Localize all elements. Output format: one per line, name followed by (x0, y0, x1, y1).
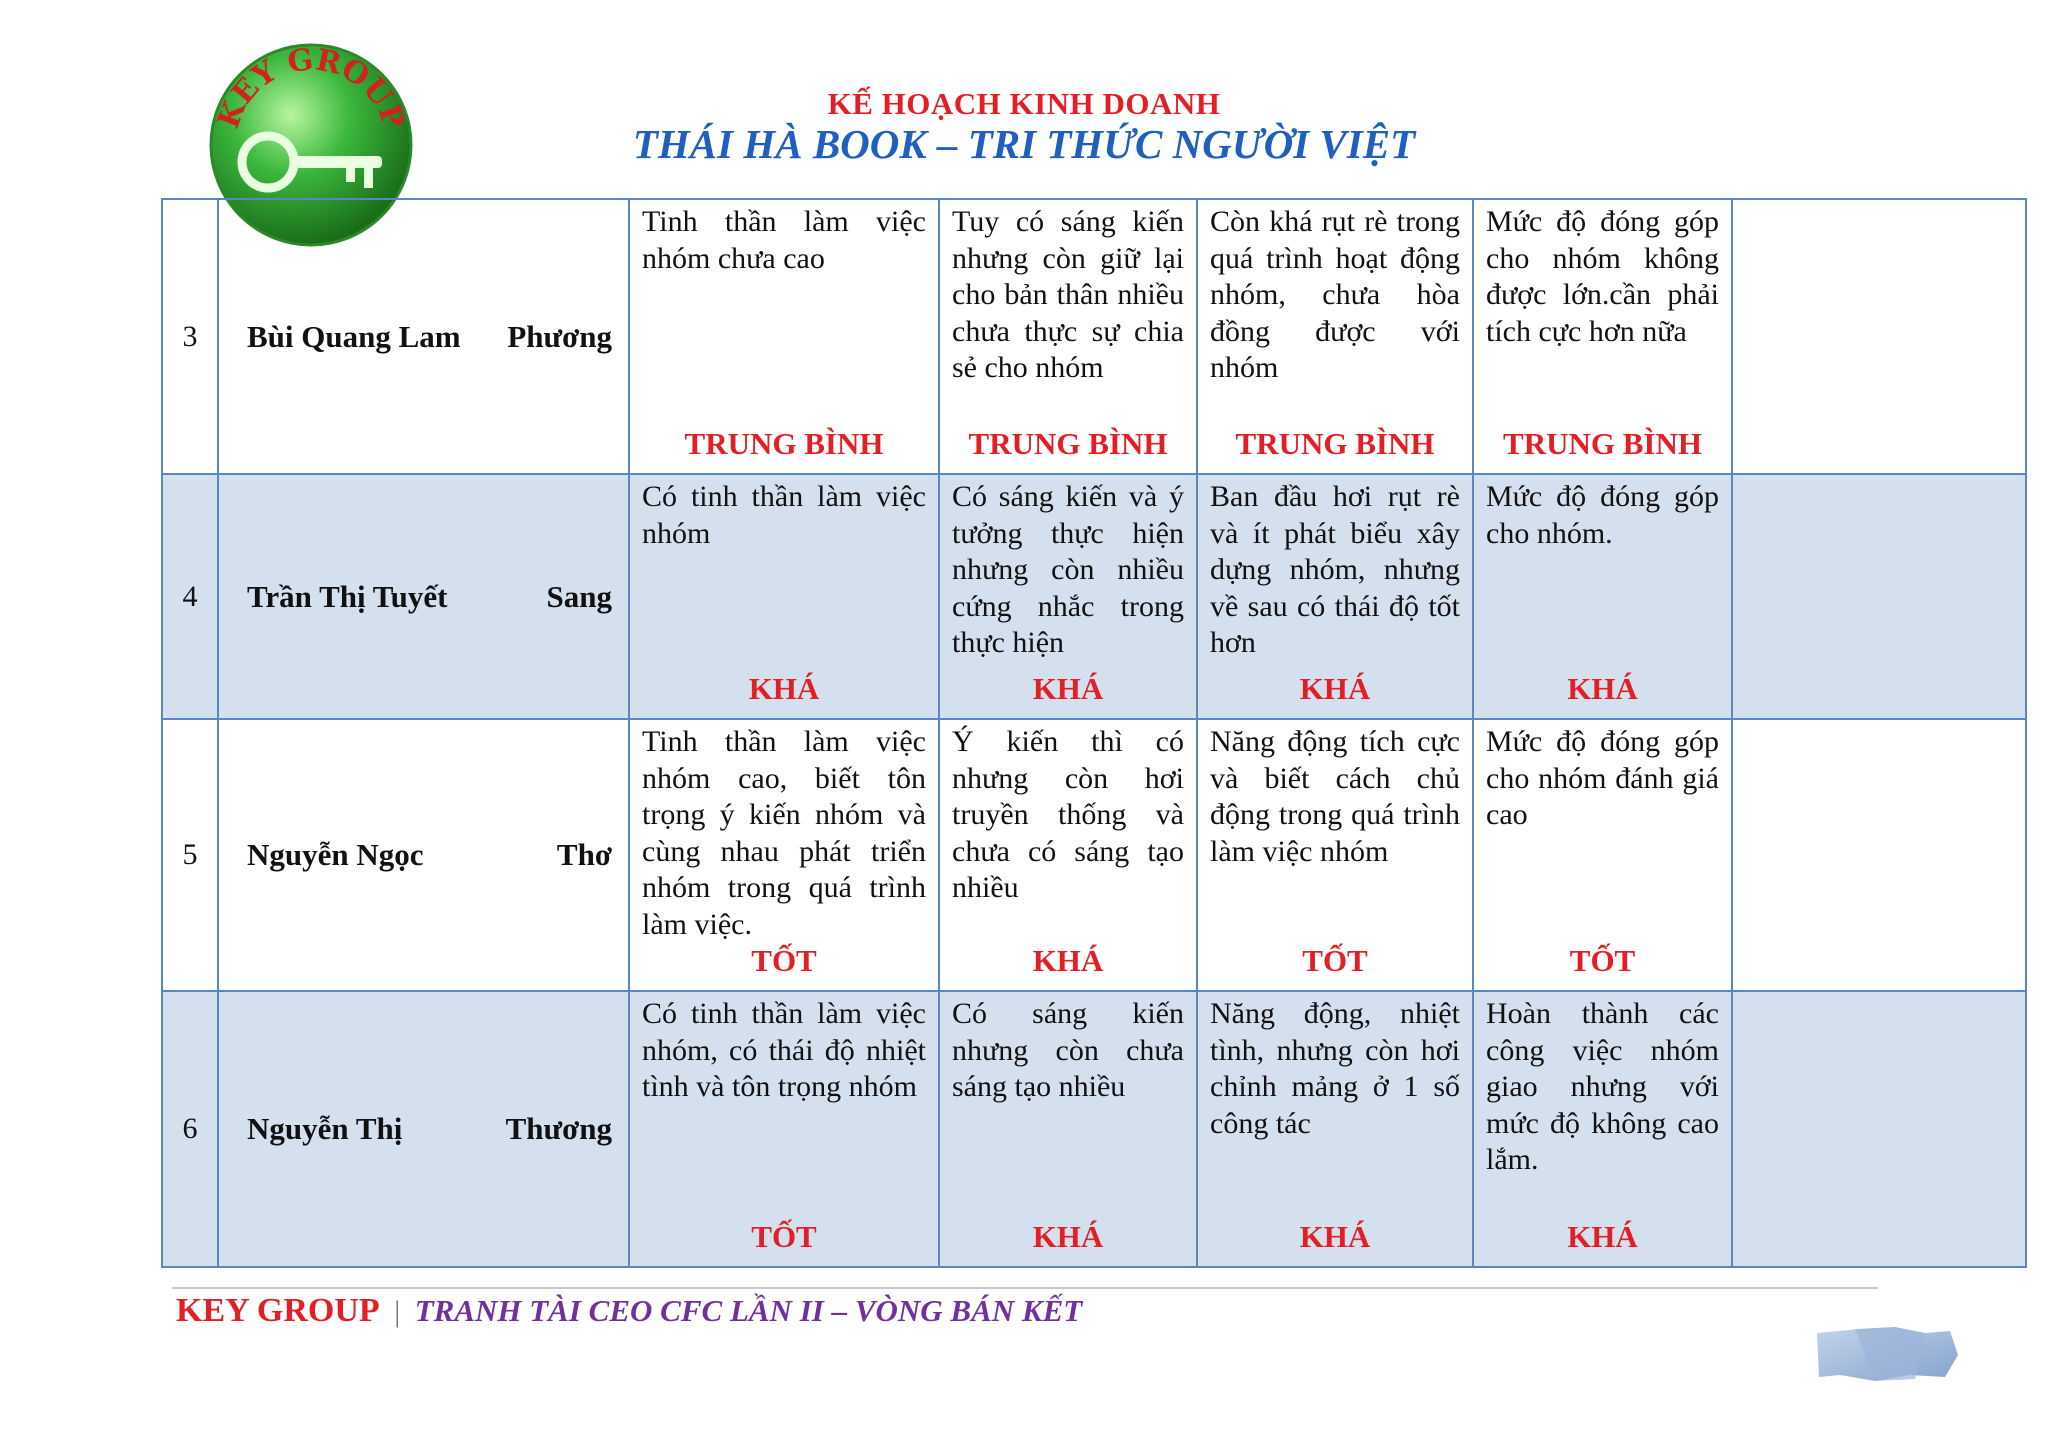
evaluation-comment: Năng động, nhiệt tình, nhưng còn hơi chỉnh mảng ở 1 số công tác (1210, 997, 1460, 1140)
table-row (162, 991, 2026, 1267)
evaluation-cell (1732, 991, 2026, 1267)
evaluation-comment: Hoàn thành các công việc nhóm giao nhưng với mức độ không cao lắm. (1486, 997, 1719, 1176)
rating-label: TỐT (751, 1219, 817, 1254)
footer-brand: KEY GROUP (176, 1292, 380, 1329)
row-number: 4 (162, 474, 218, 719)
evaluation-cell (629, 474, 939, 719)
page-subtitle: THÁI HÀ BOOK – TRI THỨC NGƯỜI VIỆT (632, 121, 1416, 167)
evaluation-comment: Tuy có sáng kiến nhưng còn giữ lại cho bản thân nhiều chưa thực sự chia sẻ cho nhóm (952, 205, 1184, 384)
table-row (162, 719, 2026, 991)
evaluation-comment: Năng động tích cực và biết cách chủ động trong quá trình làm việc nhóm (1210, 725, 1460, 868)
rating-label: TRUNG BÌNH (1235, 426, 1435, 461)
rating-label (1733, 707, 2025, 717)
footer (176, 1292, 1082, 1330)
evaluation-comment: Tinh thần làm việc nhóm cao, biết tôn trọng ý kiến nhóm và cùng nhau phát triển nhóm trong quá trình làm việc. (642, 725, 926, 941)
evaluation-cell (629, 719, 939, 991)
rating-label: KHÁ (1032, 943, 1104, 978)
rating-label (1733, 979, 2025, 989)
evaluation-cell (1197, 474, 1473, 719)
evaluation-comment: Tinh thần làm việc nhóm chưa cao (642, 205, 926, 275)
evaluation-comment: Có sáng kiến và ý tưởng thực hiện nhưng còn nhiều cứng nhắc trong thực hiện (952, 480, 1184, 659)
evaluation-comment: Mức độ đóng góp cho nhóm không được lớn.cần phải tích cực hơn nữa (1486, 205, 1719, 348)
rating-label: TỐT (1569, 943, 1636, 978)
rating-label: TRUNG BÌNH (968, 426, 1168, 461)
rating-label: KHÁ (748, 671, 820, 706)
evaluation-comment: Mức độ đóng góp cho nhóm. (1486, 480, 1719, 550)
row-number: 3 (162, 199, 218, 474)
evaluation-comment: Mức độ đóng góp cho nhóm đánh giá cao (1486, 725, 1719, 831)
evaluation-comment: Có tinh thần làm việc nhóm, có thái độ nhiệt tình và tôn trọng nhóm (642, 997, 926, 1103)
member-name-cell (218, 719, 629, 991)
evaluation-comment: Ban đầu hơi rụt rè và ít phát biểu xây dựng nhóm, nhưng về sau có thái độ tốt hơn (1210, 480, 1460, 659)
rating-label: TỐT (751, 943, 817, 978)
row-number: 6 (162, 991, 218, 1267)
evaluation-comment (1733, 992, 2025, 996)
evaluation-comment (1733, 475, 2025, 479)
footer-event: TRANH TÀI CEO CFC LẦN II – VÒNG BÁN KẾT (414, 1293, 1083, 1328)
member-given-name: Phương (507, 318, 612, 354)
evaluation-cell (629, 991, 939, 1267)
member-given-name: Thơ (556, 837, 612, 872)
member-surname: Bùi Quang Lam (247, 318, 461, 354)
footer-divider (172, 1287, 1878, 1289)
evaluation-cell (629, 199, 939, 474)
evaluation-cell (1732, 199, 2026, 474)
rating-label: KHÁ (1567, 1219, 1638, 1254)
member-surname: Trần Thị Tuyết (247, 578, 448, 614)
evaluation-cell (1732, 474, 2026, 719)
corner-ribbon-graphic (1815, 1325, 1960, 1383)
member-surname: Nguyễn Ngọc (247, 837, 424, 872)
rating-label: KHÁ (1032, 671, 1104, 706)
evaluation-comment: Còn khá rụt rè trong quá trình hoạt động nhóm, chưa hòa đồng được với nhóm (1210, 205, 1460, 384)
rating-label: TRUNG BÌNH (684, 426, 884, 461)
member-name-cell (218, 199, 629, 474)
evaluation-cell (1473, 719, 1732, 991)
rating-label: KHÁ (1299, 671, 1371, 706)
table-row (162, 199, 2026, 474)
rating-label: KHÁ (1032, 1219, 1104, 1254)
footer-separator: | (394, 1295, 401, 1328)
evaluation-cell (939, 719, 1197, 991)
evaluation-cell (1197, 719, 1473, 991)
member-given-name: Thương (505, 1111, 612, 1146)
rating-label: KHÁ (1299, 1219, 1371, 1254)
rating-label (1733, 1255, 2025, 1265)
member-surname: Nguyễn Thị (247, 1111, 403, 1146)
evaluation-comment: Có tinh thần làm việc nhóm (642, 480, 926, 550)
rating-label: TỐT (1302, 943, 1368, 978)
svg-text:KEY GROUP: KEY GROUP (211, 42, 411, 134)
table-row (162, 474, 2026, 719)
evaluation-cell (1473, 991, 1732, 1267)
evaluation-cell (1473, 474, 1732, 719)
evaluation-cell (1197, 991, 1473, 1267)
rating-label: TRUNG BÌNH (1503, 426, 1702, 461)
rating-label: KHÁ (1567, 671, 1638, 706)
member-given-name: Sang (546, 578, 612, 614)
member-name-cell (218, 991, 629, 1267)
member-name-cell (218, 474, 629, 719)
evaluation-cell (1732, 719, 2026, 991)
rating-label (1733, 462, 2025, 472)
page-title: KẾ HOẠCH KINH DOANH (827, 86, 1221, 121)
evaluation-comment: Ý kiến thì có nhưng còn hơi truyền thống và chưa có sáng tạo nhiều (952, 725, 1184, 904)
evaluation-cell (1197, 199, 1473, 474)
evaluation-table (161, 198, 2027, 1268)
evaluation-cell (939, 474, 1197, 719)
evaluation-comment (1733, 200, 2025, 204)
evaluation-cell (1473, 199, 1732, 474)
evaluation-cell (939, 199, 1197, 474)
evaluation-comment (1733, 720, 2025, 724)
evaluation-comment: Có sáng kiến nhưng còn chưa sáng tạo nhiều (952, 997, 1184, 1103)
row-number: 5 (162, 719, 218, 991)
evaluation-cell (939, 991, 1197, 1267)
